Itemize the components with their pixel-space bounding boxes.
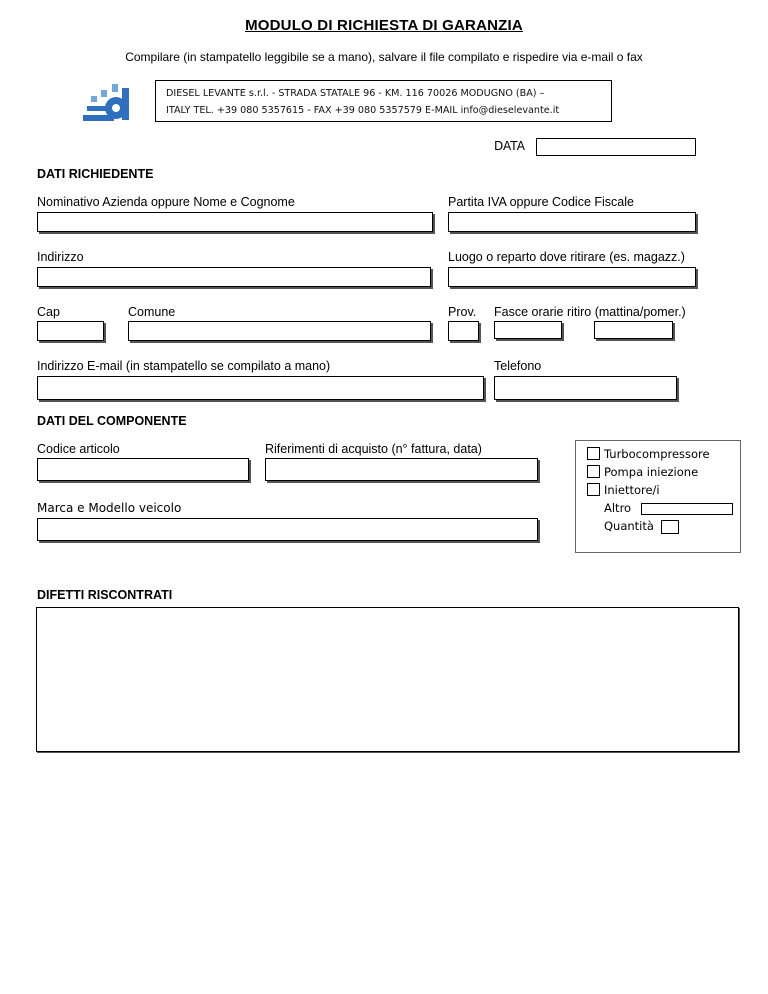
- comune-field[interactable]: [128, 321, 431, 341]
- pompa-iniezione-checkbox[interactable]: [587, 465, 600, 478]
- date-field[interactable]: [536, 138, 696, 156]
- address-line-2: ITALY TEL. +39 080 5357615 - FAX +39 080 5357579 E-MAIL info@dieselevante.it: [166, 105, 560, 116]
- luogo-field[interactable]: [448, 267, 696, 287]
- luogo-label: Luogo o reparto dove ritirare (es. magazz.): [448, 250, 685, 264]
- fasce-pomeriggio-field[interactable]: [594, 321, 673, 339]
- turbocompressore-checkbox[interactable]: [587, 447, 600, 460]
- piva-field[interactable]: [448, 212, 696, 232]
- nominativo-field[interactable]: [37, 212, 433, 232]
- codice-articolo-field[interactable]: [37, 458, 249, 481]
- email-field[interactable]: [37, 376, 484, 400]
- form-title: MODULO DI RICHIESTA DI GARANZIA: [245, 17, 523, 34]
- form-subtitle: Compilare (in stampatello leggibile se a mano), salvare il file compilato e rispedire via e-mail o fax: [125, 50, 643, 64]
- indirizzo-label: Indirizzo: [37, 250, 84, 264]
- prov-field[interactable]: [448, 321, 479, 341]
- comune-label: Comune: [128, 305, 176, 319]
- riferimenti-label: Riferimenti di acquisto (n° fattura, data): [265, 442, 482, 456]
- nominativo-label: Nominativo Azienda oppure Nome e Cognome: [37, 195, 295, 209]
- diesel-levante-logo-icon: [83, 82, 135, 124]
- marca-modello-field[interactable]: [37, 518, 538, 541]
- option-pompa-iniezione[interactable]: [587, 465, 698, 479]
- indirizzo-field[interactable]: [37, 267, 431, 287]
- section-difetti-title: DIFETTI RISCONTRATI: [37, 588, 173, 602]
- section-richiedente-title: DATI RICHIEDENTE: [37, 167, 154, 181]
- fasce-mattina-field[interactable]: [494, 321, 562, 339]
- pompa-iniezione-label: Pompa iniezione: [604, 465, 699, 479]
- option-turbocompressore[interactable]: [587, 447, 710, 461]
- altro-field[interactable]: [641, 503, 733, 515]
- email-label: Indirizzo E-mail (in stampatello se compilato a mano): [37, 359, 331, 373]
- address-line-1: DIESEL LEVANTE s.r.l. - STRADA STATALE 96 - KM. 116 70026 MODUGNO (BA) –: [166, 88, 545, 99]
- telefono-field[interactable]: [494, 376, 677, 400]
- iniettori-label: Iniettore/i: [604, 483, 660, 497]
- marca-modello-label: Marca e Modello veicolo: [37, 501, 182, 515]
- option-iniettori[interactable]: [587, 483, 660, 497]
- riferimenti-field[interactable]: [265, 458, 538, 481]
- altro-label: Altro: [604, 501, 632, 515]
- prov-label: Prov.: [448, 305, 477, 319]
- piva-label: Partita IVA oppure Codice Fiscale: [448, 195, 634, 209]
- codice-articolo-label: Codice articolo: [37, 442, 120, 456]
- cap-label: Cap: [37, 305, 60, 319]
- quantita-field[interactable]: [661, 520, 679, 534]
- telefono-label: Telefono: [494, 359, 542, 373]
- cap-field[interactable]: [37, 321, 104, 341]
- iniettori-checkbox[interactable]: [587, 483, 600, 496]
- quantita-label: Quantità: [604, 519, 654, 533]
- difetti-textarea[interactable]: [36, 607, 739, 752]
- turbocompressore-label: Turbocompressore: [604, 447, 710, 461]
- fasce-label: Fasce orarie ritiro (mattina/pomer.): [494, 305, 686, 319]
- company-address-box: [155, 80, 612, 122]
- date-label: DATA: [494, 139, 525, 153]
- section-componente-title: DATI DEL COMPONENTE: [37, 414, 187, 428]
